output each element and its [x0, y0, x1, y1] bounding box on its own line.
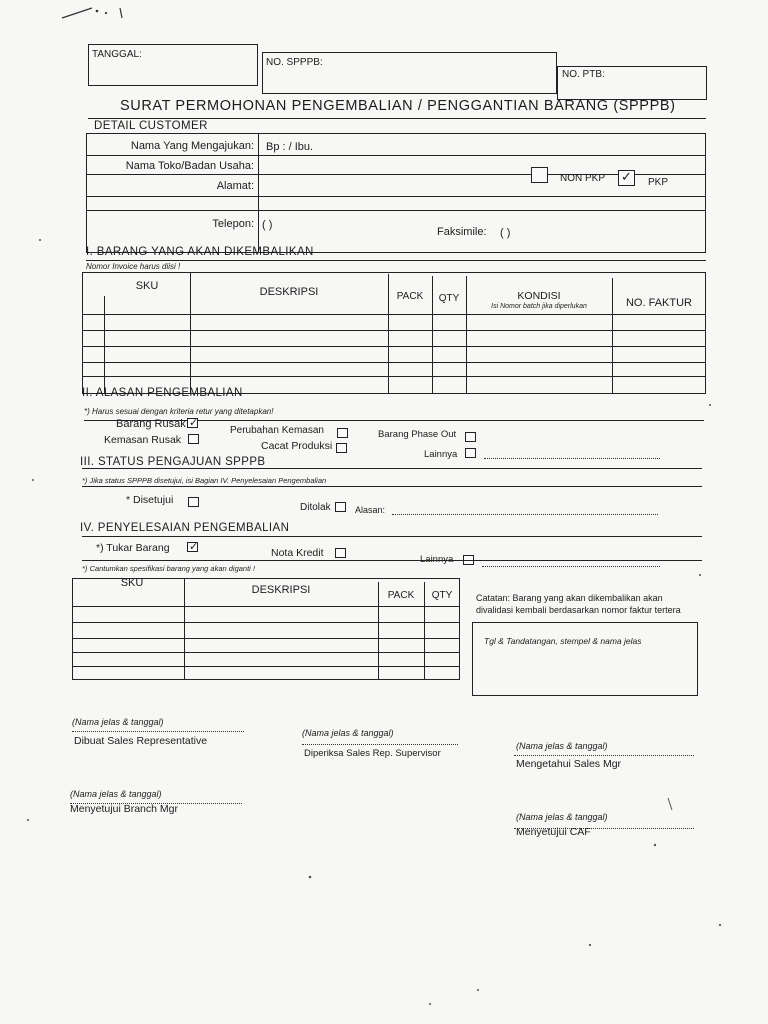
sig-caf: Menyetujui CAF — [516, 826, 591, 838]
section2-lainnya-checkbox[interactable] — [465, 448, 476, 458]
col-qty: QTY — [438, 293, 460, 304]
disetujui-label: * Disetujui — [126, 494, 174, 506]
non-pkp-label: NON PKP — [560, 173, 606, 184]
section4-lainnya-label: Lainnya — [420, 554, 454, 565]
pkp-label: PKP — [648, 177, 669, 188]
section2-lainnya-field[interactable] — [484, 458, 660, 459]
repl-col-qty: QTY — [431, 590, 453, 601]
section4-note: *) Cantumkan spesifikasi barang yang akan diganti ! — [82, 564, 256, 573]
col-kondisi: KONDISI — [517, 290, 561, 302]
nama-value: Bp : / Ibu. — [266, 141, 314, 153]
telepon-value: ( ) — [262, 219, 273, 231]
tukar-barang-checkbox[interactable] — [187, 542, 198, 552]
cacat-produksi-checkbox[interactable] — [336, 443, 347, 453]
col-no-faktur: NO. FAKTUR — [625, 297, 692, 309]
non-pkp-checkbox[interactable] — [531, 167, 548, 183]
nota-kredit-checkbox[interactable] — [335, 548, 346, 558]
section3-heading: III. STATUS PENGAJUAN SPPPB — [80, 456, 266, 468]
sig-hint-sales-rep: (Nama jelas & tanggal) — [72, 717, 164, 727]
alasan-field[interactable] — [392, 514, 658, 515]
check-mark-icon: ✓ — [621, 169, 632, 184]
section2-heading: II. ALASAN PENGEMBALIAN — [82, 387, 243, 399]
repl-col-pack: PACK — [387, 590, 415, 601]
perubahan-kemasan-checkbox[interactable] — [337, 428, 348, 438]
barang-phase-out-label: Barang Phase Out — [378, 429, 457, 440]
detail-customer-heading: DETAIL CUSTOMER — [94, 120, 208, 132]
kemasan-rusak-checkbox[interactable] — [188, 434, 199, 444]
pkp-checkbox[interactable] — [618, 170, 635, 186]
tukar-barang-label: *) Tukar Barang — [96, 542, 170, 554]
section4-heading: IV. PENYELESAIAN PENGEMBALIAN — [80, 522, 290, 534]
no-ptb-label: NO. PTB: — [562, 69, 605, 80]
sig-hint-supervisor: (Nama jelas & tanggal) — [302, 728, 394, 738]
tanggal-label: TANGGAL: — [92, 49, 142, 60]
faksimile-value: ( ) — [500, 227, 511, 239]
check-mark-icon: ✓ — [189, 417, 199, 429]
disetujui-checkbox[interactable] — [188, 497, 199, 507]
nama-label: Nama Yang Mengajukan: — [130, 140, 254, 152]
ditolak-label: Ditolak — [300, 502, 331, 513]
alasan-label: Alasan: — [355, 505, 386, 515]
section3-note: *) Jika status SPPPB disetujui, isi Bagian IV. Penyelesaian Pengembalian — [82, 476, 327, 485]
toko-label: Nama Toko/Badan Usaha: — [125, 160, 254, 172]
alamat-label: Alamat: — [216, 180, 254, 192]
section2-note: *) Harus sesuai dengan kriteria retur yang ditetapkan! — [84, 407, 274, 416]
col-pack: PACK — [396, 291, 424, 302]
no-spppb-label: NO. SPPPB: — [266, 57, 323, 68]
form-title: SURAT PERMOHONAN PENGEMBALIAN / PENGGANTIAN BARANG (SPPPB) — [120, 98, 676, 114]
sig-sales-rep: Dibuat Sales Representative — [74, 735, 208, 747]
title-underline — [88, 118, 706, 119]
sig-sales-mgr: Mengetahui Sales Mgr — [516, 758, 622, 770]
nota-kredit-label: Nota Kredit — [271, 547, 324, 559]
section1-heading: I. BARANG YANG AKAN DIKEMBALIKAN — [86, 246, 314, 258]
barang-rusak-label: Barang Rusak — [116, 418, 186, 430]
kemasan-rusak-label: Kemasan Rusak — [104, 434, 182, 446]
section1-note: Nomor Invoice harus diisi ! — [86, 262, 181, 271]
repl-col-sku: SKU — [120, 577, 144, 589]
sig-hint-sales-mgr: (Nama jelas & tanggal) — [516, 741, 608, 751]
sig-supervisor: Diperiksa Sales Rep. Supervisor — [304, 748, 441, 759]
stamp-box[interactable] — [472, 622, 698, 696]
ditolak-checkbox[interactable] — [335, 502, 346, 512]
section2-lainnya-label: Lainnya — [424, 449, 458, 460]
telepon-label: Telepon: — [212, 218, 254, 230]
faksimile-label: Faksimile: — [437, 226, 487, 238]
catatan-text: Catatan: Barang yang akan dikembalikan akan divalidasi kembali berdasarkan nomor faktur tertera — [476, 593, 681, 615]
perubahan-kemasan-label: Perubahan Kemasan — [230, 425, 324, 436]
sig-hint-branch-mgr: (Nama jelas & tanggal) — [70, 789, 162, 799]
col-deskripsi: DESKRIPSI — [259, 286, 319, 298]
sig-hint-caf: (Nama jelas & tanggal) — [516, 812, 608, 822]
barang-rusak-checkbox[interactable] — [187, 418, 198, 428]
section4-lainnya-field[interactable] — [482, 566, 660, 567]
repl-col-deskripsi: DESKRIPSI — [251, 584, 311, 596]
sig-branch-mgr: Menyetujui Branch Mgr — [70, 803, 178, 815]
barang-phase-out-checkbox[interactable] — [465, 432, 476, 442]
check-mark-icon: ✓ — [189, 541, 199, 553]
col-kondisi-note: Isi Nomor batch jika diperlukan — [491, 303, 587, 310]
col-sku: SKU — [135, 280, 159, 292]
stamp-label: Tgl & Tandatangan, stempel & nama jelas — [484, 636, 642, 646]
cacat-produksi-label: Cacat Produksi — [261, 440, 333, 452]
